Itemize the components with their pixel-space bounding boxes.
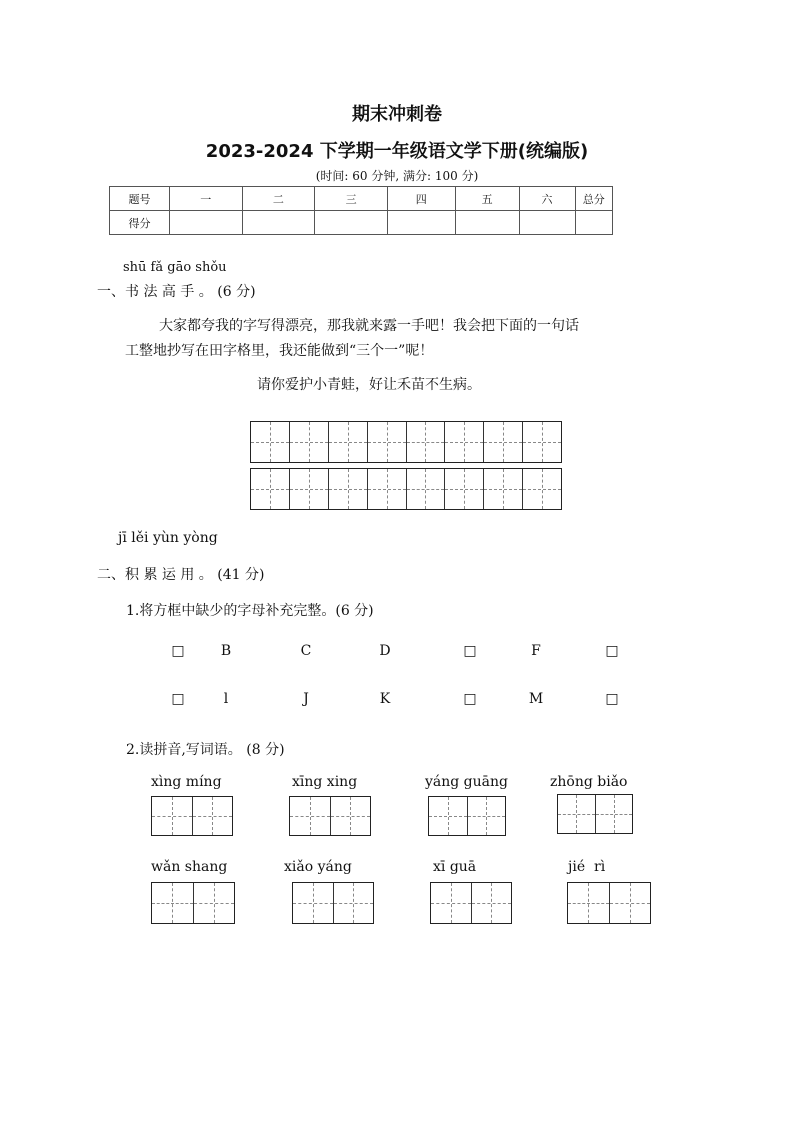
section1-sentence: 请你爱护小青蛙，好让禾苗不生病。 <box>257 377 481 393</box>
word-pinyin: yáng guāng <box>425 774 508 790</box>
word-grid[interactable] <box>151 882 235 924</box>
word-grid[interactable] <box>557 794 633 834</box>
letter: C <box>300 643 312 659</box>
writing-cell[interactable] <box>467 797 506 835</box>
score-input-cell[interactable] <box>455 211 519 235</box>
word-grid[interactable] <box>151 796 233 836</box>
word-pinyin: xìng míng <box>151 774 222 790</box>
writing-cell[interactable] <box>289 422 328 462</box>
writing-cell[interactable] <box>609 883 651 923</box>
writing-cell[interactable] <box>367 469 406 509</box>
word-pinyin: zhōng biǎo <box>550 774 628 790</box>
score-cell: 三 <box>315 187 388 211</box>
score-cell: 题号 <box>110 187 170 211</box>
score-input-cell[interactable] <box>169 211 242 235</box>
writing-cell[interactable] <box>328 469 367 509</box>
writing-cell[interactable] <box>251 469 289 509</box>
writing-cell[interactable] <box>152 883 193 923</box>
word-grid[interactable] <box>289 796 371 836</box>
letter: F <box>531 643 541 659</box>
exam-subtitle: 2023-2024 下学期一年级语文学下册(统编版) <box>205 141 589 162</box>
writing-cell[interactable] <box>293 883 333 923</box>
section1-paragraph-line1: 大家都夸我的字写得漂亮，那我就来露一手吧！我会把下面的一句话 <box>159 318 579 334</box>
section1-paragraph-line2: 工整地抄写在田字格里，我还能做到“三个一”呢！ <box>125 343 434 359</box>
writing-grid-row-2[interactable] <box>250 468 562 510</box>
letter: l <box>223 691 229 707</box>
writing-cell[interactable] <box>595 795 633 833</box>
word-pinyin: jié rì <box>568 859 606 875</box>
score-cell: 总分 <box>575 187 612 211</box>
score-input-cell[interactable] <box>242 211 315 235</box>
writing-cell[interactable] <box>558 795 595 833</box>
exam-title: 期末冲刺卷 <box>352 104 442 125</box>
letter-blank-box[interactable]: □ <box>605 643 619 659</box>
score-cell: 一 <box>169 187 242 211</box>
writing-cell[interactable] <box>406 422 445 462</box>
writing-cell[interactable] <box>568 883 609 923</box>
score-input-cell[interactable] <box>315 211 388 235</box>
writing-cell[interactable] <box>333 883 374 923</box>
letter: M <box>528 691 544 707</box>
letter-blank-box[interactable]: □ <box>171 691 185 707</box>
writing-cell[interactable] <box>330 797 371 835</box>
word-grid[interactable] <box>430 882 512 924</box>
writing-cell[interactable] <box>193 883 235 923</box>
word-grid[interactable] <box>292 882 374 924</box>
q1-prompt: 1.将方框中缺少的字母补充完整。(6 分) <box>126 603 374 619</box>
letter: K <box>379 691 391 707</box>
time-info: (时间: 60 分钟, 满分: 100 分) <box>315 169 479 183</box>
writing-cell[interactable] <box>483 422 522 462</box>
writing-cell[interactable] <box>444 469 483 509</box>
score-cell: 六 <box>519 187 575 211</box>
writing-cell[interactable] <box>471 883 512 923</box>
writing-cell[interactable] <box>290 797 330 835</box>
section1-heading: 一、书 法 高 手 。 (6 分) <box>97 284 256 300</box>
writing-cell[interactable] <box>429 797 467 835</box>
writing-cell[interactable] <box>406 469 445 509</box>
word-pinyin: xī guā <box>433 859 477 875</box>
writing-cell[interactable] <box>192 797 233 835</box>
score-row-label: 得分 <box>110 211 170 235</box>
writing-cell[interactable] <box>522 469 561 509</box>
writing-cell[interactable] <box>251 422 289 462</box>
letter-blank-box[interactable]: □ <box>463 643 477 659</box>
score-table <box>109 186 613 235</box>
word-grid[interactable] <box>567 882 651 924</box>
writing-cell[interactable] <box>522 422 561 462</box>
letter-blank-box[interactable]: □ <box>605 691 619 707</box>
word-pinyin: xīng xing <box>292 774 358 790</box>
writing-cell[interactable] <box>289 469 328 509</box>
letter: B <box>220 643 232 659</box>
score-input-cell[interactable] <box>575 211 612 235</box>
score-cell: 四 <box>387 187 455 211</box>
word-pinyin: xiǎo yáng <box>284 859 352 875</box>
score-table-header-row <box>110 187 613 211</box>
writing-cell[interactable] <box>367 422 406 462</box>
letter: D <box>379 643 391 659</box>
writing-cell[interactable] <box>431 883 471 923</box>
word-pinyin: wǎn shang <box>151 859 228 875</box>
writing-cell[interactable] <box>444 422 483 462</box>
section2-pinyin: jī lěi yùn yòng <box>118 530 218 546</box>
score-table-score-row <box>110 211 613 235</box>
section2-heading: 二、积 累 运 用 。 (41 分) <box>97 567 265 583</box>
section1-pinyin: shū fǎ gāo shǒu <box>123 260 227 275</box>
letter-blank-box[interactable]: □ <box>171 643 185 659</box>
score-cell: 五 <box>455 187 519 211</box>
word-grid[interactable] <box>428 796 506 836</box>
letter-blank-box[interactable]: □ <box>463 691 477 707</box>
writing-cell[interactable] <box>328 422 367 462</box>
writing-cell[interactable] <box>152 797 192 835</box>
writing-cell[interactable] <box>483 469 522 509</box>
score-input-cell[interactable] <box>387 211 455 235</box>
writing-grid-row-1[interactable] <box>250 421 562 463</box>
letter: J <box>303 691 309 707</box>
score-input-cell[interactable] <box>519 211 575 235</box>
q2-prompt: 2.读拼音,写词语。 (8 分) <box>126 742 285 758</box>
score-cell: 二 <box>242 187 315 211</box>
